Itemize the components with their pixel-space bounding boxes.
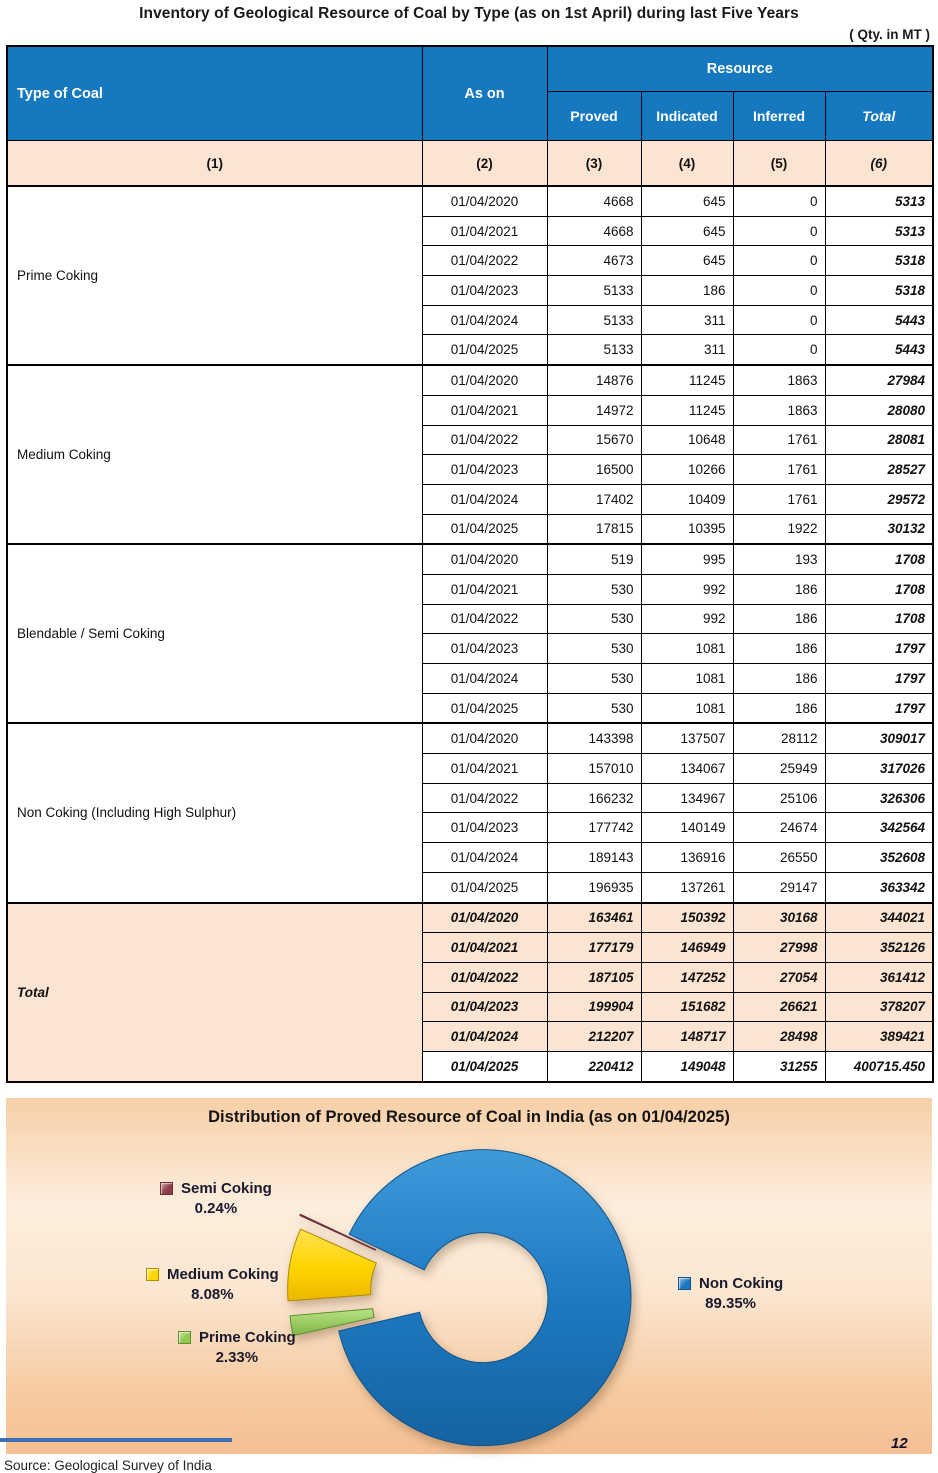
cell-as-on: 01/04/2024 bbox=[422, 843, 547, 873]
chart-title: Distribution of Proved Resource of Coal in India (as on 01/04/2025) bbox=[208, 1107, 730, 1126]
column-number: (2) bbox=[422, 141, 547, 187]
cell-coal-type: Total bbox=[7, 903, 422, 1082]
slice-non-coking bbox=[339, 1149, 631, 1445]
cell-proved: 177179 bbox=[547, 933, 641, 963]
cell-proved: 530 bbox=[547, 664, 641, 694]
cell-as-on: 01/04/2023 bbox=[422, 455, 547, 485]
cell-as-on: 01/04/2023 bbox=[422, 813, 547, 843]
cell-coal-type: Non Coking (Including High Sulphur) bbox=[7, 723, 422, 902]
cell-total: 1797 bbox=[825, 664, 933, 694]
header-type-of-coal: Type of Coal bbox=[7, 46, 422, 141]
cell-inferred: 30168 bbox=[733, 903, 825, 933]
cell-total: 5318 bbox=[825, 246, 933, 276]
legend-label: Medium Coking bbox=[167, 1265, 279, 1283]
cell-inferred: 1922 bbox=[733, 514, 825, 544]
cell-as-on: 01/04/2022 bbox=[422, 246, 547, 276]
legend-item-prime-coking bbox=[178, 1329, 296, 1366]
cell-proved: 5133 bbox=[547, 276, 641, 306]
legend-label: Semi Coking bbox=[181, 1179, 272, 1197]
cell-as-on: 01/04/2025 bbox=[422, 335, 547, 365]
cell-inferred: 29147 bbox=[733, 872, 825, 902]
cell-inferred: 0 bbox=[733, 335, 825, 365]
cell-indicated: 134067 bbox=[641, 754, 733, 784]
cell-proved: 530 bbox=[547, 604, 641, 634]
cell-as-on: 01/04/2020 bbox=[422, 365, 547, 395]
cell-proved: 220412 bbox=[547, 1051, 641, 1081]
cell-inferred: 0 bbox=[733, 276, 825, 306]
cell-proved: 5133 bbox=[547, 305, 641, 335]
cell-inferred: 186 bbox=[733, 693, 825, 723]
unit-note: ( Qty. in MT ) bbox=[849, 27, 930, 42]
cell-as-on: 01/04/2020 bbox=[422, 903, 547, 933]
cell-as-on: 01/04/2021 bbox=[422, 574, 547, 604]
cell-inferred: 26550 bbox=[733, 843, 825, 873]
cell-proved: 519 bbox=[547, 544, 641, 574]
cell-inferred: 1863 bbox=[733, 365, 825, 395]
cell-proved: 143398 bbox=[547, 723, 641, 753]
cell-indicated: 134967 bbox=[641, 783, 733, 813]
cell-as-on: 01/04/2020 bbox=[422, 723, 547, 753]
cell-inferred: 25106 bbox=[733, 783, 825, 813]
cell-total: 5443 bbox=[825, 335, 933, 365]
cell-proved: 530 bbox=[547, 634, 641, 664]
cell-total: 1797 bbox=[825, 634, 933, 664]
legend-percentage: 0.24% bbox=[194, 1199, 238, 1217]
cell-total: 309017 bbox=[825, 723, 933, 753]
cell-inferred: 0 bbox=[733, 305, 825, 335]
cell-as-on: 01/04/2020 bbox=[422, 186, 547, 216]
cell-inferred: 186 bbox=[733, 634, 825, 664]
cell-indicated: 1081 bbox=[641, 634, 733, 664]
cell-inferred: 1761 bbox=[733, 425, 825, 455]
cell-proved: 17815 bbox=[547, 514, 641, 544]
cell-indicated: 150392 bbox=[641, 903, 733, 933]
cell-indicated: 137507 bbox=[641, 723, 733, 753]
cell-indicated: 995 bbox=[641, 544, 733, 574]
column-number: (5) bbox=[733, 141, 825, 187]
cell-indicated: 645 bbox=[641, 186, 733, 216]
cell-indicated: 186 bbox=[641, 276, 733, 306]
cell-inferred: 26621 bbox=[733, 992, 825, 1022]
cell-indicated: 992 bbox=[641, 574, 733, 604]
legend-item-semi-coking bbox=[160, 1180, 272, 1217]
cell-proved: 4673 bbox=[547, 246, 641, 276]
column-number-row bbox=[7, 141, 933, 187]
cell-proved: 189143 bbox=[547, 843, 641, 873]
cell-proved: 14876 bbox=[547, 365, 641, 395]
cell-indicated: 10266 bbox=[641, 455, 733, 485]
cell-inferred: 0 bbox=[733, 246, 825, 276]
cell-coal-type: Prime Coking bbox=[7, 186, 422, 365]
cell-proved: 163461 bbox=[547, 903, 641, 933]
table-body bbox=[7, 186, 933, 1082]
cell-as-on: 01/04/2023 bbox=[422, 276, 547, 306]
cell-total: 28080 bbox=[825, 395, 933, 425]
table-row bbox=[7, 903, 933, 933]
cell-as-on: 01/04/2022 bbox=[422, 604, 547, 634]
header-resource: Resource bbox=[547, 46, 933, 92]
medium-coking-legend-marker-icon bbox=[146, 1268, 159, 1281]
cell-indicated: 149048 bbox=[641, 1051, 733, 1081]
cell-inferred: 1761 bbox=[733, 484, 825, 514]
table-row bbox=[7, 186, 933, 216]
cell-total: 352608 bbox=[825, 843, 933, 873]
legend-item-non-coking bbox=[678, 1275, 783, 1312]
cell-indicated: 1081 bbox=[641, 693, 733, 723]
header-as-on: As on bbox=[422, 46, 547, 141]
document-title: Inventory of Geological Resource of Coal by Type (as on 1st April) during last Five Years bbox=[139, 5, 799, 22]
cell-proved: 157010 bbox=[547, 754, 641, 784]
cell-indicated: 311 bbox=[641, 305, 733, 335]
header-proved: Proved bbox=[547, 92, 641, 141]
cell-indicated: 147252 bbox=[641, 962, 733, 992]
cell-as-on: 01/04/2025 bbox=[422, 693, 547, 723]
cell-as-on: 01/04/2022 bbox=[422, 783, 547, 813]
cell-indicated: 645 bbox=[641, 246, 733, 276]
cell-proved: 17402 bbox=[547, 484, 641, 514]
cell-indicated: 11245 bbox=[641, 365, 733, 395]
chart-panel bbox=[6, 1098, 932, 1454]
cell-as-on: 01/04/2023 bbox=[422, 992, 547, 1022]
cell-inferred: 25949 bbox=[733, 754, 825, 784]
cell-total: 28527 bbox=[825, 455, 933, 485]
cell-as-on: 01/04/2021 bbox=[422, 754, 547, 784]
header-total: Total bbox=[825, 92, 933, 141]
non-coking-legend-marker-icon bbox=[678, 1277, 691, 1290]
cell-indicated: 10395 bbox=[641, 514, 733, 544]
cell-indicated: 140149 bbox=[641, 813, 733, 843]
column-number: (1) bbox=[7, 141, 422, 187]
table-row bbox=[7, 544, 933, 574]
cell-as-on: 01/04/2024 bbox=[422, 664, 547, 694]
cell-total: 28081 bbox=[825, 425, 933, 455]
cell-inferred: 24674 bbox=[733, 813, 825, 843]
donut-chart bbox=[6, 1098, 932, 1454]
cell-total: 1708 bbox=[825, 574, 933, 604]
cell-total: 5313 bbox=[825, 186, 933, 216]
cell-total: 400715.450 bbox=[825, 1051, 933, 1081]
legend-percentage: 8.08% bbox=[191, 1285, 234, 1303]
cell-proved: 530 bbox=[547, 693, 641, 723]
cell-as-on: 01/04/2020 bbox=[422, 544, 547, 574]
cell-proved: 4668 bbox=[547, 186, 641, 216]
cell-coal-type: Medium Coking bbox=[7, 365, 422, 544]
cell-indicated: 1081 bbox=[641, 664, 733, 694]
cell-total: 27984 bbox=[825, 365, 933, 395]
cell-inferred: 193 bbox=[733, 544, 825, 574]
cell-proved: 166232 bbox=[547, 783, 641, 813]
footer-accent-bar bbox=[0, 1438, 232, 1442]
cell-as-on: 01/04/2024 bbox=[422, 305, 547, 335]
cell-proved: 15670 bbox=[547, 425, 641, 455]
cell-as-on: 01/04/2024 bbox=[422, 484, 547, 514]
cell-proved: 14972 bbox=[547, 395, 641, 425]
cell-total: 389421 bbox=[825, 1022, 933, 1052]
cell-indicated: 992 bbox=[641, 604, 733, 634]
legend-label: Non Coking bbox=[699, 1274, 784, 1292]
cell-inferred: 186 bbox=[733, 574, 825, 604]
cell-proved: 4668 bbox=[547, 216, 641, 246]
cell-inferred: 1761 bbox=[733, 455, 825, 485]
cell-total: 1708 bbox=[825, 604, 933, 634]
cell-as-on: 01/04/2021 bbox=[422, 216, 547, 246]
cell-total: 5443 bbox=[825, 305, 933, 335]
cell-proved: 196935 bbox=[547, 872, 641, 902]
cell-proved: 530 bbox=[547, 574, 641, 604]
column-number: (6) bbox=[825, 141, 933, 187]
cell-total: 1708 bbox=[825, 544, 933, 574]
coal-resource-table bbox=[6, 45, 934, 1083]
column-number: (4) bbox=[641, 141, 733, 187]
cell-proved: 16500 bbox=[547, 455, 641, 485]
document-page bbox=[0, 5, 938, 1473]
cell-as-on: 01/04/2021 bbox=[422, 933, 547, 963]
cell-total: 30132 bbox=[825, 514, 933, 544]
semi-coking-legend-marker-icon bbox=[160, 1182, 173, 1195]
legend-item-medium-coking bbox=[146, 1266, 279, 1303]
cell-inferred: 1863 bbox=[733, 395, 825, 425]
cell-as-on: 01/04/2023 bbox=[422, 634, 547, 664]
cell-inferred: 0 bbox=[733, 216, 825, 246]
table-row bbox=[7, 365, 933, 395]
legend-label: Prime Coking bbox=[199, 1328, 296, 1346]
cell-indicated: 645 bbox=[641, 216, 733, 246]
cell-proved: 187105 bbox=[547, 962, 641, 992]
cell-inferred: 186 bbox=[733, 664, 825, 694]
cell-inferred: 28498 bbox=[733, 1022, 825, 1052]
cell-as-on: 01/04/2022 bbox=[422, 962, 547, 992]
header-indicated: Indicated bbox=[641, 92, 733, 141]
cell-total: 352126 bbox=[825, 933, 933, 963]
cell-total: 378207 bbox=[825, 992, 933, 1022]
cell-total: 29572 bbox=[825, 484, 933, 514]
cell-as-on: 01/04/2024 bbox=[422, 1022, 547, 1052]
cell-total: 361412 bbox=[825, 962, 933, 992]
cell-indicated: 10409 bbox=[641, 484, 733, 514]
cell-total: 5318 bbox=[825, 276, 933, 306]
source-note: Source: Geological Survey of India bbox=[4, 1457, 212, 1473]
cell-indicated: 146949 bbox=[641, 933, 733, 963]
cell-total: 317026 bbox=[825, 754, 933, 784]
cell-proved: 177742 bbox=[547, 813, 641, 843]
cell-inferred: 27998 bbox=[733, 933, 825, 963]
cell-total: 1797 bbox=[825, 693, 933, 723]
cell-indicated: 11245 bbox=[641, 395, 733, 425]
cell-total: 342564 bbox=[825, 813, 933, 843]
cell-indicated: 151682 bbox=[641, 992, 733, 1022]
column-number: (3) bbox=[547, 141, 641, 187]
cell-inferred: 0 bbox=[733, 186, 825, 216]
cell-inferred: 31255 bbox=[733, 1051, 825, 1081]
cell-total: 5313 bbox=[825, 216, 933, 246]
cell-indicated: 311 bbox=[641, 335, 733, 365]
table-row bbox=[7, 723, 933, 753]
header-inferred: Inferred bbox=[733, 92, 825, 141]
cell-as-on: 01/04/2025 bbox=[422, 872, 547, 902]
cell-indicated: 148717 bbox=[641, 1022, 733, 1052]
cell-proved: 199904 bbox=[547, 992, 641, 1022]
cell-indicated: 137261 bbox=[641, 872, 733, 902]
cell-as-on: 01/04/2025 bbox=[422, 1051, 547, 1081]
cell-as-on: 01/04/2025 bbox=[422, 514, 547, 544]
legend-percentage: 2.33% bbox=[215, 1348, 259, 1366]
legend-percentage: 89.35% bbox=[705, 1294, 757, 1312]
cell-inferred: 27054 bbox=[733, 962, 825, 992]
cell-total: 326306 bbox=[825, 783, 933, 813]
prime-coking-legend-marker-icon bbox=[178, 1331, 191, 1344]
cell-proved: 5133 bbox=[547, 335, 641, 365]
page-number: 12 bbox=[891, 1435, 908, 1452]
cell-indicated: 136916 bbox=[641, 843, 733, 873]
cell-inferred: 28112 bbox=[733, 723, 825, 753]
cell-as-on: 01/04/2022 bbox=[422, 425, 547, 455]
cell-total: 344021 bbox=[825, 903, 933, 933]
cell-as-on: 01/04/2021 bbox=[422, 395, 547, 425]
cell-inferred: 186 bbox=[733, 604, 825, 634]
cell-coal-type: Blendable / Semi Coking bbox=[7, 544, 422, 723]
cell-proved: 212207 bbox=[547, 1022, 641, 1052]
cell-total: 363342 bbox=[825, 872, 933, 902]
cell-indicated: 10648 bbox=[641, 425, 733, 455]
table-header bbox=[7, 46, 933, 186]
